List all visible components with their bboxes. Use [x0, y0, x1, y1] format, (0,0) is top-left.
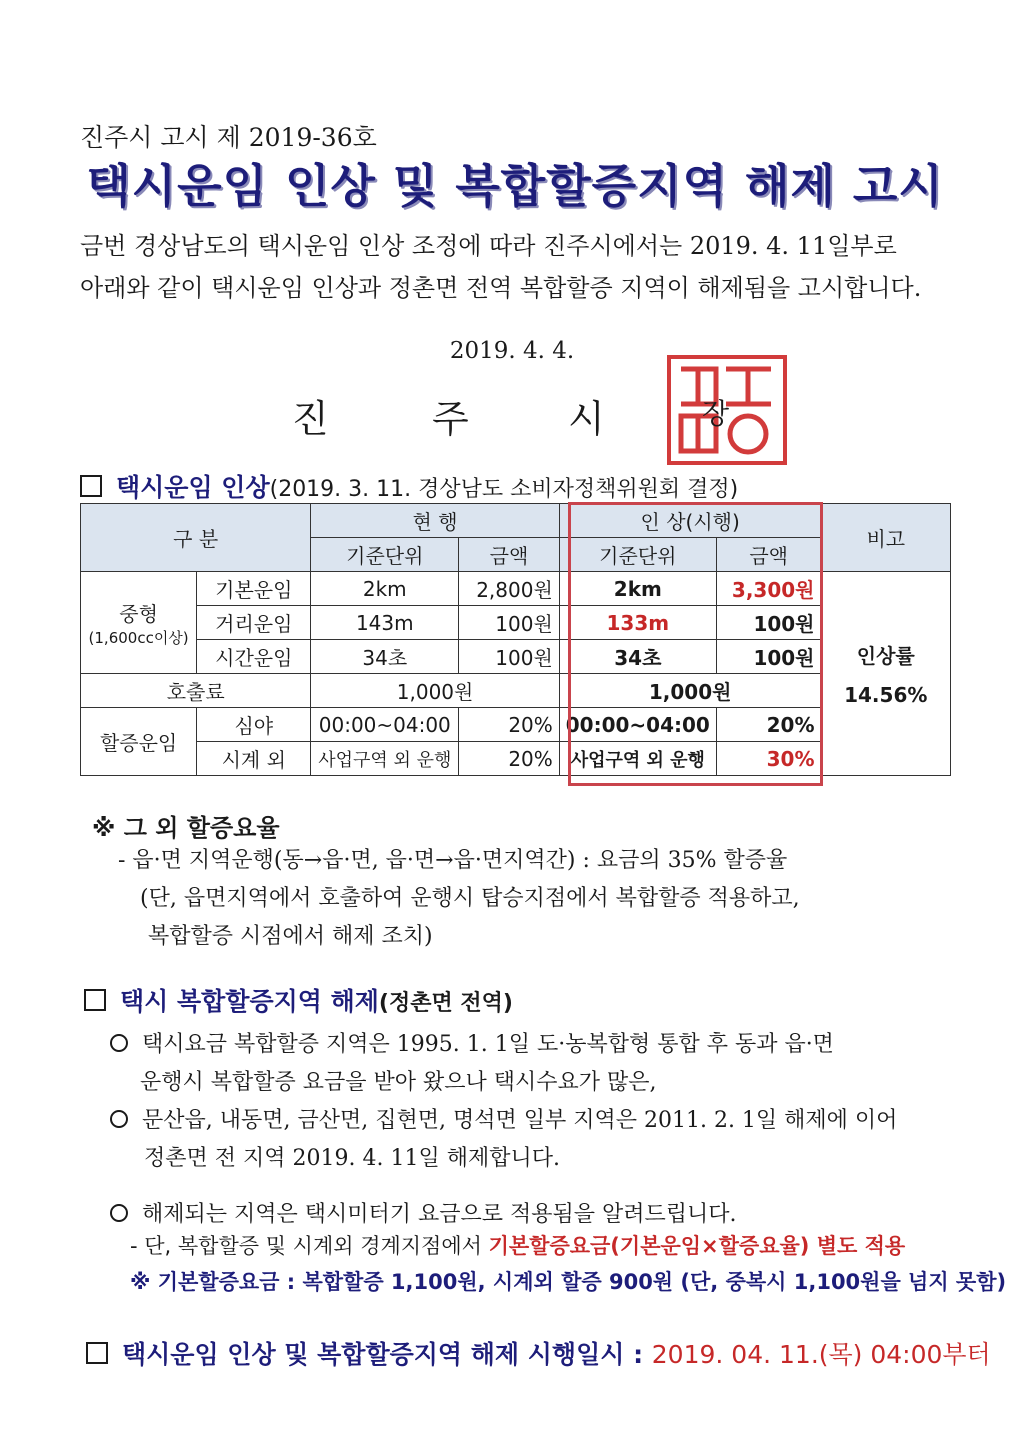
call-fee-new: 1,000원 [559, 674, 821, 708]
circle-bullet-icon [110, 1110, 128, 1128]
header-gubun: 구 분 [81, 504, 311, 572]
night-new-rate: 20% [716, 708, 821, 742]
call-fee-current: 1,000원 [311, 674, 559, 708]
row-item: 거리운임 [197, 606, 311, 640]
remark-value: 14.56% [844, 683, 928, 707]
intro-line-2: 아래와 같이 택시운임 인상과 정촌면 전역 복합할증 지역이 해제됨을 고시합니다. [80, 274, 922, 302]
section-fare-raise-subtitle: (2019. 3. 11. 경상남도 소비자정책위원회 결정) [269, 477, 739, 502]
mayor-char-1: 진 [292, 397, 329, 441]
etc-line-3: 복합할증 시점에서 해제 조치) [148, 924, 433, 949]
exception-line [130, 1230, 905, 1260]
mayor-char-4: 장 [702, 397, 730, 430]
etc-surcharge-body [118, 842, 978, 956]
row-new-unit: 2km [559, 572, 716, 606]
remark-cell [821, 572, 950, 776]
remark-label: 인상률 [856, 644, 915, 668]
notice-date: 2019. 4. 4. [449, 338, 575, 364]
raise-highlight-frame [568, 502, 823, 786]
section-fare-raise-title: 택시운임 인상 [116, 473, 270, 502]
header-raise-amount: 금액 [716, 538, 821, 572]
row-cur-amount: 100원 [459, 640, 560, 674]
header-current-unit: 기준단위 [311, 538, 459, 572]
mayor-char-2: 주 [432, 397, 469, 441]
exception-prefix: - 단, 복합할증 및 시계외 경계지점에서 [130, 1234, 489, 1258]
checkbox-square-icon [80, 475, 102, 497]
document-title: 택시운임 인상 및 복합할증지역 해제 고시 [86, 159, 944, 213]
row-new-amount: 100원 [716, 606, 821, 640]
section-zone-release [84, 982, 513, 1018]
header-raise: 인 상(시행) [559, 504, 821, 538]
row-new-amount: 100원 [716, 640, 821, 674]
header-remark: 비고 [821, 504, 950, 572]
night-cur-rate: 20% [459, 708, 560, 742]
medium-sublabel: (1,600cc이상) [88, 628, 189, 647]
row-cur-unit: 2km [311, 572, 459, 606]
intro-paragraph [80, 225, 960, 309]
etc-line-1: - 읍·면 지역운행(동→읍·면, 읍·면→읍·면지역간) : 요금의 35% 할증율 [118, 848, 788, 873]
row-cur-unit: 143m [311, 606, 459, 640]
circle-bullet-icon [110, 1204, 128, 1222]
medium-class-cell [81, 572, 197, 674]
section-zone-release-title: 택시 복합할증지역 해제 [120, 987, 379, 1016]
bullet-1-line-2: 운행시 복합할증 요금을 받아 왔으나 택시수요가 많은, [140, 1070, 657, 1095]
etc-surcharge-title: ※ 그 외 할증요율 [92, 814, 280, 842]
outside-new-rate: 30% [716, 742, 821, 776]
checkbox-square-icon [84, 989, 106, 1011]
bullet-2-line-1: 문산읍, 내동면, 금산면, 집현면, 명석면 일부 지역은 2011. 2. 1일 해제에 이어 [142, 1108, 898, 1133]
row-new-unit: 133m [559, 606, 716, 640]
bullet-3 [110, 1196, 970, 1234]
header-current: 현 행 [311, 504, 559, 538]
header-raise-unit: 기준단위 [559, 538, 716, 572]
mayor-char-3: 시 [568, 397, 605, 441]
checkbox-square-icon [86, 1342, 108, 1364]
night-new-time: 00:00~04:00 [559, 708, 716, 742]
bullet-2 [110, 1102, 970, 1178]
row-new-amount: 3,300원 [716, 572, 821, 606]
header-current-amount: 금액 [459, 538, 560, 572]
row-cur-amount: 100원 [459, 606, 560, 640]
call-fee-label: 호출료 [81, 674, 311, 708]
outside-label: 시계 외 [197, 742, 311, 776]
notice-number: 진주시 고시 제 2019-36호 [80, 123, 377, 152]
intro-line-1: 금번 경상남도의 택시운임 인상 조정에 따라 진주시에서는 2019. 4. 11일부로 [80, 232, 897, 260]
row-cur-amount: 2,800원 [459, 572, 560, 606]
row-new-unit: 34초 [559, 640, 716, 674]
outside-cur-rate: 20% [459, 742, 560, 776]
bullet-1 [110, 1026, 970, 1102]
night-label: 심야 [197, 708, 311, 742]
outside-new: 사업구역 외 운행 [559, 742, 716, 776]
medium-label: 중형 [119, 601, 158, 626]
surcharge-label: 할증운임 [81, 708, 197, 776]
effective-datetime-line [86, 1335, 991, 1371]
bullet-1-line-1: 택시요금 복합할증 지역은 1995. 1. 1일 도·농복합형 통합 후 동과 읍·면 [142, 1032, 834, 1057]
row-item: 기본운임 [197, 572, 311, 606]
effective-title: 택시운임 인상 및 복합할증지역 해제 시행일시 : [122, 1340, 652, 1369]
night-cur-time: 00:00~04:00 [311, 708, 459, 742]
bullet-2-line-2: 정촌면 전 지역 2019. 4. 11일 해제합니다. [144, 1146, 560, 1171]
etc-line-2: (단, 읍면지역에서 호출하여 운행시 탑승지점에서 복합할증 적용하고, [140, 886, 800, 911]
circle-bullet-icon [110, 1034, 128, 1052]
section-zone-release-subtitle: (정촌면 전역) [378, 991, 513, 1016]
row-item: 시간운임 [197, 640, 311, 674]
basic-surcharge-note: ※ 기본할증요금 : 복합할증 1,100원, 시계외 할증 900원 (단, 중복시 1,100원을 넘지 못함) [130, 1270, 1007, 1294]
outside-cur: 사업구역 외 운행 [311, 742, 459, 776]
section-fare-raise [80, 468, 738, 504]
bullet-3-text: 해제되는 지역은 택시미터기 요금으로 적용됨을 알려드립니다. [142, 1202, 737, 1227]
row-cur-unit: 34초 [311, 640, 459, 674]
effective-datetime: 2019. 04. 11.(목) 04:00부터 [651, 1340, 991, 1369]
exception-highlight: 기본할증요금(기본운임×할증요율) 별도 적용 [488, 1234, 906, 1258]
